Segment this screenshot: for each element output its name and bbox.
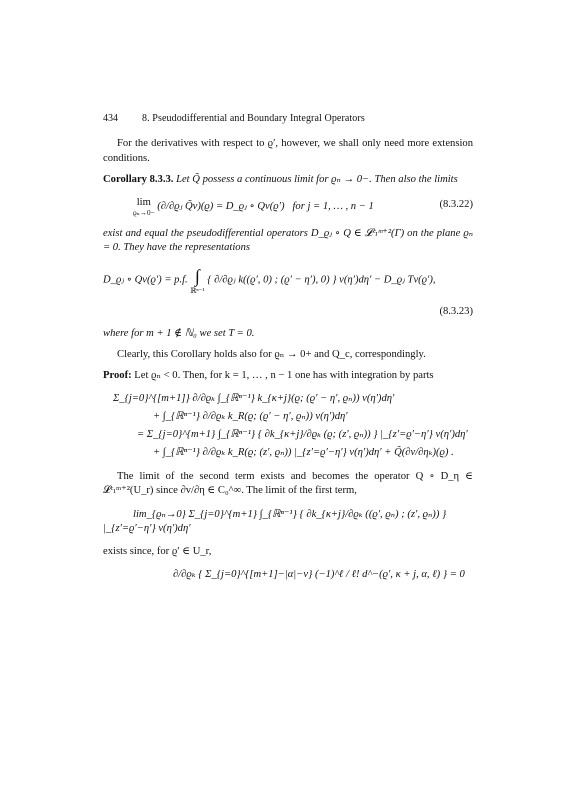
intro-paragraph: For the derivatives with respect to ϱ′, however, we shall only need more extension conditions. [103,138,473,164]
after-equation-text: exist and equal the pseudodifferential operators D_ϱⱼ ∘ Q ∈ 𝓛ᶜₗᵐ⁺²(Γ) on the plane ϱₙ = 0. They have the representations [103,227,473,253]
corollary-label: Corollary 8.3.3. [103,173,174,185]
clearly-paragraph: Clearly, this Corollary holds also for ϱₙ → 0+ and Q_c, correspondingly. [117,349,426,361]
limit-paragraph: The limit of the second term exists and becomes the operator Q ∘ D_η ∈ 𝓛ᶜₗᵐ⁺²(U_r) since ∂v/∂η ∈ C₀^∞. The limit of the first term, [103,471,473,497]
proof-paragraph [103,369,473,383]
corollary-paragraph [103,173,473,187]
integral-sign: ∫ ℝⁿ⁻¹ [190,266,205,296]
equation-number: (8.3.23) [439,305,473,317]
proof-label: Proof: [103,370,132,382]
book-page [103,112,473,595]
running-head [103,112,473,125]
equation-8-3-22 [103,196,473,218]
block-line-4: + ∫_{ℝⁿ⁻¹} ∂/∂ϱₖ k_R(ϱ; (z′, ϱₙ)) |_{z′=ϱ′−η′} v(η′)dη′ + Q̃(∂v/∂ηₖ)(ϱ) . [153,447,454,459]
page-number: 434 [103,113,118,124]
block-line-1: Σ_{j=0}^{[m+1]} ∂/∂ϱₖ ∫_{ℝⁿ⁻¹} k_{κ+j}(ϱ; (ϱ′ − η′, ϱₙ)) v(η′)dη′ [113,392,395,404]
limit-operator: lim ϱₙ→0− [133,196,155,218]
final-equation: ∂/∂ϱₖ { Σ_{j=0}^{[m+1]−|α|−ν} (−1)^ℓ / ℓ! d^−(ϱ′, κ + j, α, ℓ) } = 0 [173,569,465,581]
equation-8-3-22-body: lim ϱₙ→0− (∂/∂ϱⱼ Q̃v)(ϱ) = D_ϱⱼ ∘ Qv(ϱ′) for j = 1, … , n − 1 [133,196,374,218]
limit-equation: lim_{ϱₙ→0} Σ_{j=0}^{m+1} ∫_{ℝⁿ⁻¹} { ∂k_{κ+j}/∂ϱₖ ((ϱ′, ϱₙ) ; (z′, ϱₙ)) } |_{z′=ϱ′−η′} v(η′)dη′ [103,508,447,534]
block-line-2: + ∫_{ℝⁿ⁻¹} ∂/∂ϱₖ k_R(ϱ; (ϱ′ − η′, ϱₙ)) v(η′)dη′ [153,410,348,422]
integration-by-parts-block [103,392,473,461]
block-line-3: = Σ_{j=0}^{m+1} ∫_{ℝⁿ⁻¹} { ∂k_{κ+j}/∂ϱₖ (ϱ; (z′, ϱₙ)) } |_{z′=ϱ′−η′} v(η′)dη′ [137,428,468,440]
chapter-title: 8. Pseudodifferential and Boundary Integral Operators [142,113,365,124]
where-clause: where for m + 1 ∉ ℕ₀ we set T = 0. [103,327,255,339]
proof-text: Let ϱₙ < 0. Then, for k = 1, … , n − 1 one has with integration by parts [134,370,434,382]
equation-8-3-23: D_ϱⱼ ∘ Qv(ϱ′) = p.f. ∫ ℝⁿ⁻¹ { ∂/∂ϱⱼ k((ϱ′, 0) ; (ϱ′ − η′), 0) } v(η′)dη′ − D_ϱⱼ Tv(ϱ′), [103,266,436,296]
exists-paragraph: exists since, for ϱ′ ∈ U_r, [103,546,212,557]
equation-number: (8.3.22) [439,198,473,210]
corollary-statement: Let Q̃ possess a continuous limit for ϱₙ → 0−. Then also the limits [176,173,458,185]
